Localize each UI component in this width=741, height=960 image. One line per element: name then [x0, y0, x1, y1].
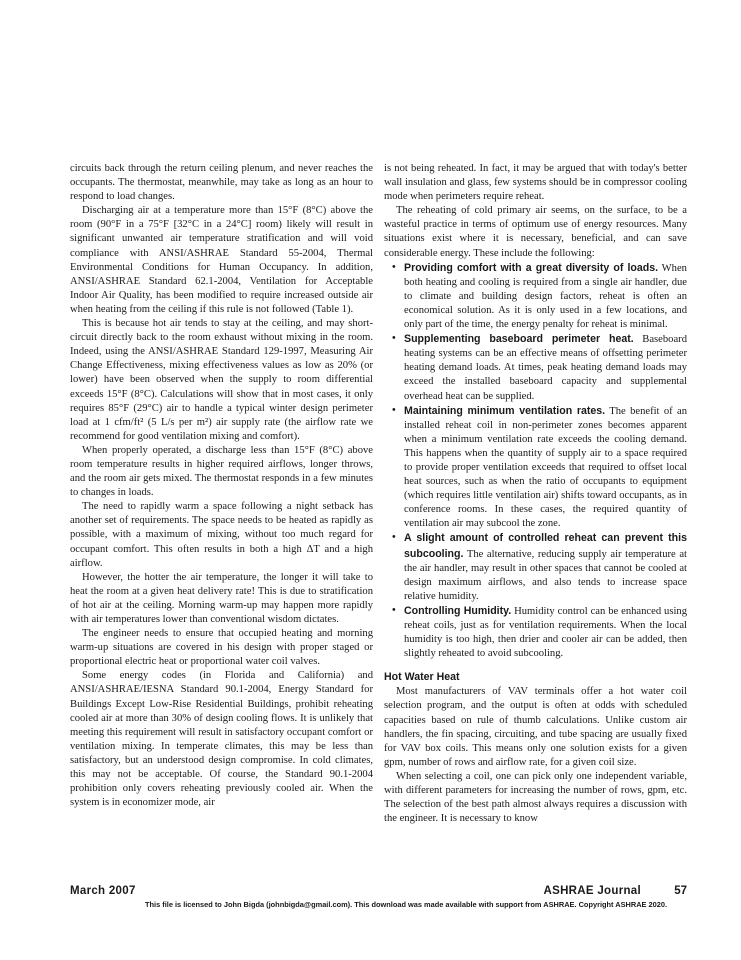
bullet-text: The benefit of an installed reheat coil in non-perimeter zones becomes apparent when a minimum ventilation rate exceeds the cooling demand. This happens when the quantity of supply air to a space required to provide proper ventilation exceeds that required to offset local heat sources, such as when the ratio of occupants to equipment (which requires little ventilation air) shifts toward occupants, as in conference rooms. In these cases, the required quantity of ventilation air may subcool the zone. [404, 405, 688, 530]
paragraph: The need to rapidly warm a space following a night setback has another set of requirements. The space needs to be heated as rapidly as possible, with a maximum of mixing, without too much regard for occupant comfort. This often results in both a high ΔT and a high airflow. [70, 501, 373, 569]
bullet-text: When both heating and cooling is required from a single air handler, due to climate and building design factors, reheat is often an economical solution. As it is only used in a few locations, and only part of the time, the energy penalty for reheat is minimal. [404, 262, 687, 331]
paragraph: circuits back through the return ceiling plenum, and never reaches the occupants. The thermostat, meanwhile, may take as long as an hour to respond to load changes. [70, 163, 373, 203]
paragraph: is not being reheated. In fact, it may be argued that with today's better wall insulation and glass, few systems should be in compressor cooling mode when perimeters require reheat. [384, 163, 687, 203]
paragraph: When properly operated, a discharge less than 15°F (8°C) above room temperature results in higher required airflows, longer throws, and the room air gets mixed. The thermostat responds in a few minutes to changes in loads. [70, 444, 373, 499]
left-column [70, 162, 373, 810]
paragraph: Most manufacturers of VAV terminals offer a hot water coil selection program, and the output is often at odds with scheduled capacities based on rule of thumb calculations. Unlike custom air handlers, the fin spacing, circuiting, and tube spacing are usually fixed for VAV box coils. This means only one solution exists for a given gpm, number of rows and airflow rate, for a given coil size. [384, 686, 687, 768]
page-number: 57 [674, 885, 687, 897]
bullet-item [404, 261, 687, 332]
paragraph: The reheating of cold primary air seems, on the surface, to be a wasteful practice in terms of optimum use of energy resources. Many situations exist where it is necessary, beneficial, and can save considerable energy. These include the following: [384, 205, 687, 259]
bullet-text: The alternative, reducing supply air temperature at the air handler, may result in other spaces that cannot be cooled at design maximum airflows, and also tends to increase space relative humidity. [404, 548, 687, 602]
bullet-title: Controlling Humidity. [404, 604, 512, 617]
paragraph: However, the hotter the air temperature, the longer it will take to heat the room at a given heat delivery rate! This is due to stratification of hot air at the ceiling. Morning warm-up may happen more rapidly with air temperatures lower than conventional wisdom dictates. [70, 571, 373, 625]
bullet-item [404, 531, 687, 603]
bullet-item [404, 604, 687, 661]
page-footer [70, 885, 687, 899]
bullet-text: Baseboard heating systems can be an effective means of offsetting perimeter heating demand loads. At times, peak heating demand loads may exceed the installed baseboard capacity and supplemental overhead heat can be supplied. [404, 334, 687, 402]
paragraph: Some energy codes (in Florida and California) and ANSI/ASHRAE/IESNA Standard 90.1-2004, Energy Standard for Buildings Except Low-Rise Residential Buildings, prohibit reheating cooled air at more than 30% of design cooling flows. It is unlikely that meeting this requirement will result in satisfactory occupant comfort or ventilation mixing. In temperate climates, this may be less than satisfactory, but an understood design compromise. In cold climates, this may not be acceptable. Of course, the Standard 90.1-2004 prohibition only covers reheating previously cooled air. When the system is in economizer mode, air [70, 670, 373, 809]
paragraph: Discharging air at a temperature more than 15°F (8°C) above the room (90°F in a 75°F [32°C in a 24°C] room) likely will result in significant unwanted air temperature stratification and will void compliance with ANSI/ASHRAE Standard 55-2004, Thermal Environmental Conditions for Human Occupancy. In addition, ANSI/ASHRAE Standard 62.1-2004, Ventilation for Acceptable Indoor Air Quality, has been modified to require increased outside air when heating from the ceiling if this rule is not followed (Table 1). [70, 205, 373, 315]
bullet-title: A slight amount of controlled reheat can prevent this subcooling. [404, 532, 687, 560]
right-column [384, 162, 687, 826]
bullet-item [404, 404, 687, 532]
section-heading: Hot Water Heat [384, 671, 460, 684]
footer-date: March 2007 [70, 885, 136, 897]
bullet-title: Providing comfort with a great diversity of loads. [404, 261, 659, 274]
bullet-title: Maintaining minimum ventilation rates. [404, 404, 606, 417]
paragraph: When selecting a coil, one can pick only one independent variable, with different parameters for increasing the number of rows, gpm, etc. The selection of the best path almost always requires a discussion with the engineer. It is necessary to know [384, 770, 687, 825]
bullet-text: Humidity control can be enhanced using reheat coils, just as for ventilation requirements. When the local humidity is too high, then drier and cooler air can be added, then slightly reheated to avoid subcooling. [404, 605, 687, 660]
bullet-item [404, 332, 687, 403]
bullet-list [384, 261, 687, 662]
paragraph: This is because hot air tends to stay at the ceiling, and may short-circuit directly back to the room exhaust without mixing in the room. Indeed, using the ANSI/ASHRAE Standard 129-1997, Measuring Air Change Effectiveness, mixing effectiveness values as low as 20% (or lower) have been observed when the supply to room differential exceeds 15°F (8°C). Calculations will show that in most cases, it only requires 85°F (29°C) air to handle a typical winter design perimeter load at 1 cfm/ft² (5 L/s per m²) air supply rate (the airflow rate we recommend for good ventilation mixing and comfort). [70, 318, 373, 442]
bullet-title: Supplementing baseboard perimeter heat. [404, 333, 634, 346]
license-notice: This file is licensed to John Bigda (johnbigda@gmail.com). This download was made available with support from ASHRAE. Copyright ASHRAE 2020. [145, 900, 668, 909]
footer-journal-title: ASHRAE Journal [543, 885, 641, 897]
paragraph: The engineer needs to ensure that occupied heating and morning warm-up situations are covered in his design with proper staged or proportional electric heat or proportional water coil valves. [70, 628, 373, 668]
